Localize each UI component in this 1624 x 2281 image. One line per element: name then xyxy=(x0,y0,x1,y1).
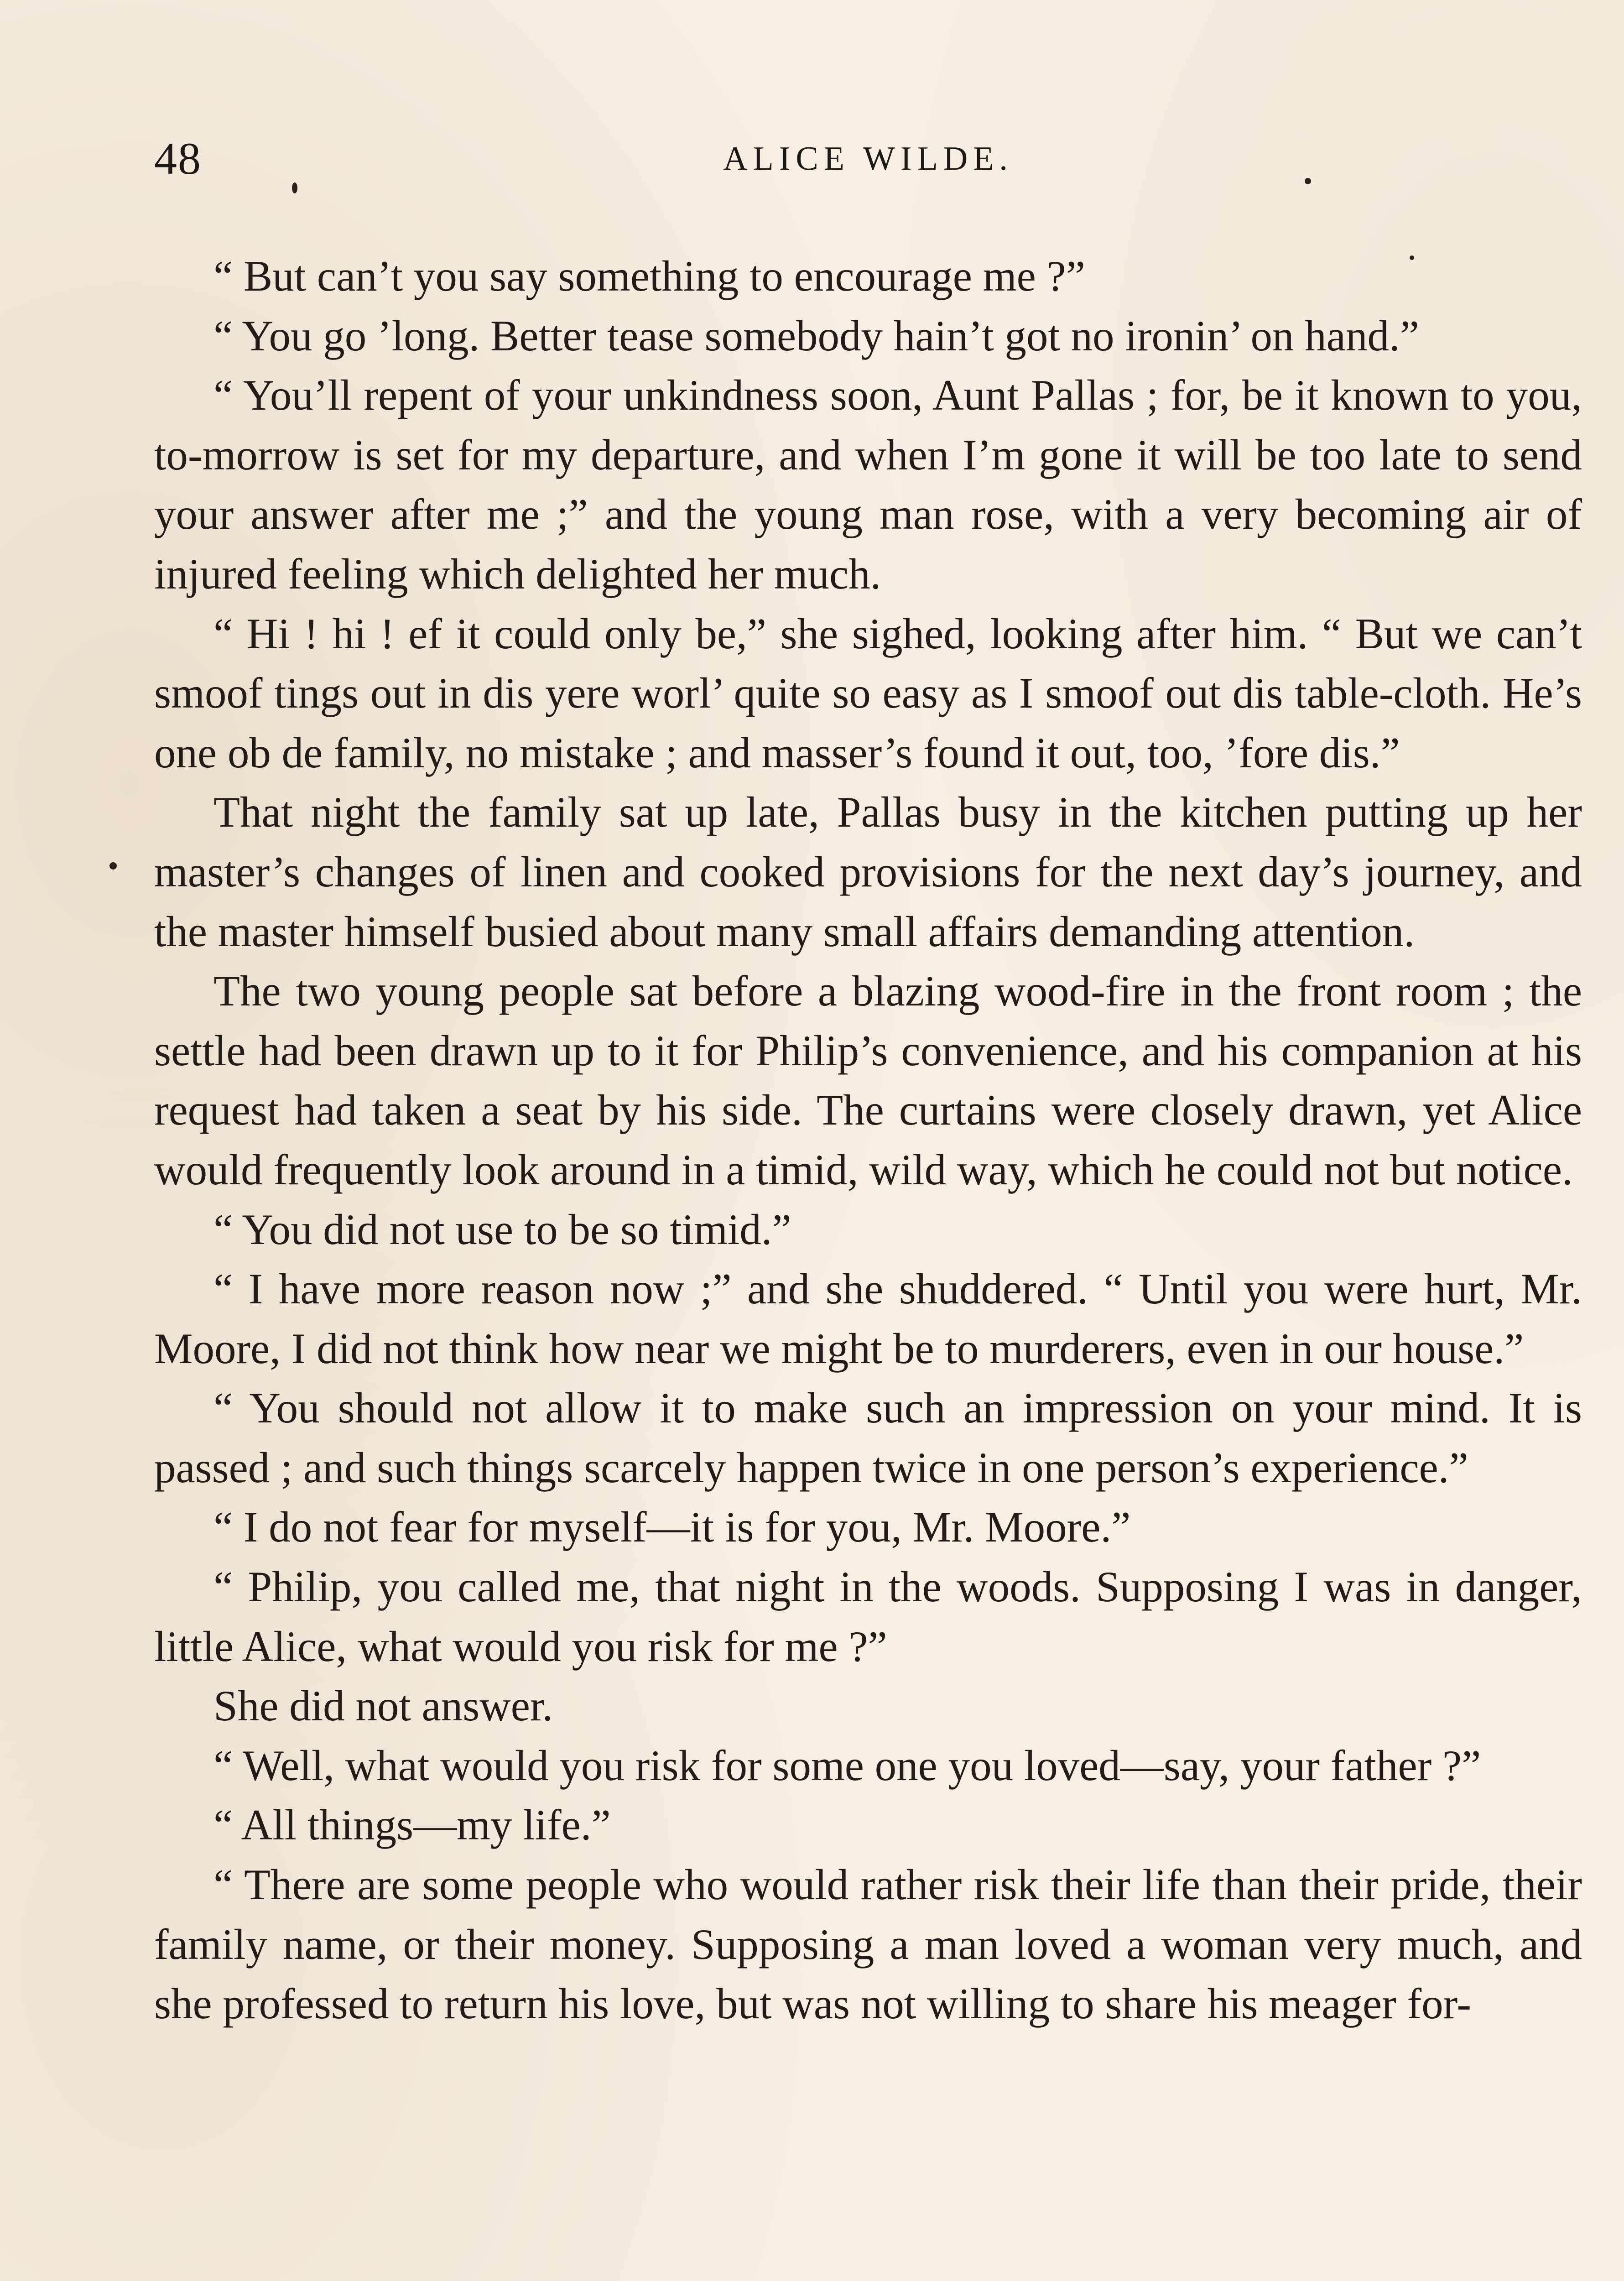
paragraph: She did not answer. xyxy=(213,1682,553,1730)
print-speck xyxy=(109,862,117,870)
page-body xyxy=(154,246,1582,2034)
page-number: 48 xyxy=(154,133,202,184)
running-title: ALICE WILDE. xyxy=(723,140,1013,177)
paragraph: The two young people sat before a blazing wood-fire in the front room ; the settle had been drawn up to it for Philip’s convenience, and his companion at his request had taken a seat by his side. The curtains were closely drawn, yet Alice would frequently look around in a timid, wild way, which he could not but notice. xyxy=(154,967,1582,1194)
paragraph: “ Hi ! hi ! ef it could only be,” she sighed, looking after him. “ But we can’t smoof tings out in dis yere worl’ quite so easy as I smoof out dis table-cloth. He’s one ob de family, no mistake ; and masser’s found it out, too, ’fore dis.” xyxy=(154,609,1582,777)
paragraph: “ All things—my life.” xyxy=(213,1801,611,1849)
print-speck xyxy=(1305,178,1311,184)
paragraph: “ I have more reason now ;” and she shuddered. “ Until you were hurt, Mr. Moore, I did not think how near we might be to murderers, even in our house.” xyxy=(154,1265,1582,1373)
paragraph: “ You did not use to be so timid.” xyxy=(213,1205,791,1254)
paragraph: “ You go ’long. Better tease somebody hain’t got no ironin’ on hand.” xyxy=(213,311,1419,360)
print-speck xyxy=(292,182,297,193)
paragraph: “ Well, what would you risk for some one you loved—say, your father ?” xyxy=(213,1741,1481,1790)
paragraph: That night the family sat up late, Pallas busy in the kitchen putting up her master’s changes of linen and cooked provisions for the next day’s journey, and the master himself busied about many small affairs demanding attention. xyxy=(154,788,1582,956)
paragraph: “ I do not fear for myself—it is for you, Mr. Moore.” xyxy=(213,1503,1131,1552)
paragraph: “ You’ll repent of your unkindness soon, Aunt Pallas ; for, be it known to you, to-morrow is set for my departure, and when I’m gone it will be too late to send your answer after me ;” and the young man rose, with a very becoming air of injured feeling which delighted her much. xyxy=(154,371,1582,598)
page-header xyxy=(154,132,1582,187)
paragraph: “ You should not allow it to make such an impression on your mind. It is passed ; and such things scarcely happen twice in one person’s experience.” xyxy=(154,1384,1582,1492)
paragraph: “ But can’t you say something to encourage me ?” xyxy=(213,252,1085,300)
paragraph: “ Philip, you called me, that night in the woods. Supposing I was in danger, little Alice, what would you risk for me ?” xyxy=(154,1562,1582,1671)
print-speck xyxy=(1410,255,1414,260)
paragraph: “ There are some people who would rather risk their life than their pride, their family name, or their money. Supposing a man loved a woman very much, and she professed to return his love, but was not willing to share his meager for- xyxy=(154,1860,1582,2028)
